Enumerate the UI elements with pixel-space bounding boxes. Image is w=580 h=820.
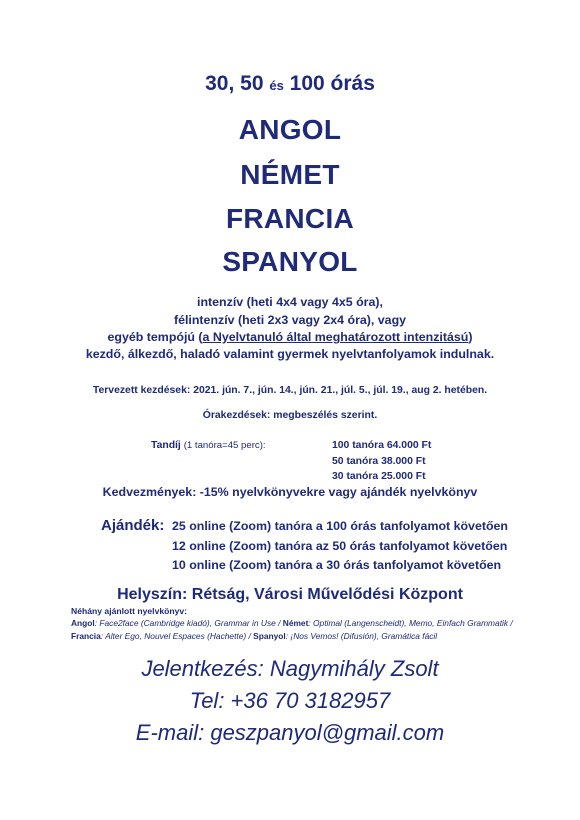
books-english-label: Angol	[71, 618, 95, 628]
contact-email: E-mail: geszpanyol@gmail.com	[135, 720, 445, 745]
price-30-lessons: 30 tanóra 25.000 Ft	[332, 471, 426, 482]
location-line: Helyszín: Rétság, Városi Művelődési Központ	[117, 586, 463, 603]
gift-title	[101, 517, 164, 534]
price-100-lessons: 100 tanóra 64.000 Ft	[332, 440, 432, 451]
gift-item-30: 10 online (Zoom) tanóra a 30 órás tanfolyamot követően	[172, 558, 502, 572]
course-levels-line: kezdő, álkezdő, haladó valamint gyermek nyelvtanfolyamok indulnak.	[85, 347, 495, 361]
contact-phone: Tel: +36 70 3182957	[189, 688, 391, 713]
discounts-line: Kedvezmények: -15% nyelvkönyvekre vagy ajándék nyelvkönyv	[102, 485, 478, 499]
books-english: : Face2face (Cambridge kiadó), Grammar in Use /	[94, 618, 281, 628]
intensity-line-2: félintenzív (heti 2x3 vagy 2x4 óra), vagy	[173, 313, 407, 327]
books-line-2	[71, 631, 437, 641]
planned-start-dates: Tervezett kezdések: 2021. jún. 7., jún. 14., jún. 21., júl. 5., júl. 19., aug 2. hetében.	[92, 385, 488, 396]
books-spanish: : ¡Nos Vemos! (Difusión), Gramática fácil	[285, 631, 438, 641]
intensity-line-3	[0, 330, 580, 344]
hours-end: 100 órás	[289, 72, 375, 95]
intensity-line-3-underlined: a Nyelvtanuló által meghatározott intenzitású	[202, 330, 469, 344]
hours-main: 30, 50	[205, 72, 264, 95]
books-german-label: Német	[282, 618, 309, 628]
gift-item-50: 12 online (Zoom) tanóra az 50 órás tanfolyamot követően	[172, 539, 508, 553]
tuition-title: Tandíj	[151, 440, 181, 451]
books-french: : Alter Ego, Nouvel Espaces (Hachette) /	[100, 631, 251, 641]
contact-apply: Jelentkezés: Nagymihály Zsolt	[141, 656, 439, 681]
price-50-lessons: 50 tanóra 38.000 Ft	[332, 456, 426, 467]
course-hours-heading	[0, 72, 580, 96]
hours-and: és	[269, 78, 284, 93]
tuition-note: (1 tanóra=45 perc):	[183, 440, 266, 451]
tuition-label	[151, 440, 266, 451]
language-french: FRANCIA	[225, 203, 355, 234]
lesson-start-note: Órakezdések: megbeszélés szerint.	[202, 410, 378, 421]
language-german: NÉMET	[240, 159, 340, 190]
intensity-line-1: intenzív (heti 4x4 vagy 4x5 óra),	[197, 295, 383, 309]
intensity-line-3-prefix: egyéb tempójú (	[107, 330, 203, 344]
gift-title-colon: :	[159, 517, 165, 534]
gift-title-text: Ajándék	[101, 517, 160, 534]
intensity-line-3-suffix: )	[468, 330, 473, 344]
books-french-label: Francia	[71, 631, 101, 641]
language-english: ANGOL	[238, 114, 342, 145]
books-line-1	[71, 618, 513, 628]
language-spanish: SPANYOL	[222, 246, 358, 277]
gift-item-100: 25 online (Zoom) tanóra a 100 órás tanfolyamot követően	[172, 519, 508, 533]
books-german: : Optimal (Langenscheidt), Memo, Einfach Grammatik /	[308, 618, 513, 628]
books-spanish-label: Spanyol	[253, 631, 286, 641]
books-title: Néhány ajánlott nyelvkönyv:	[71, 606, 188, 616]
